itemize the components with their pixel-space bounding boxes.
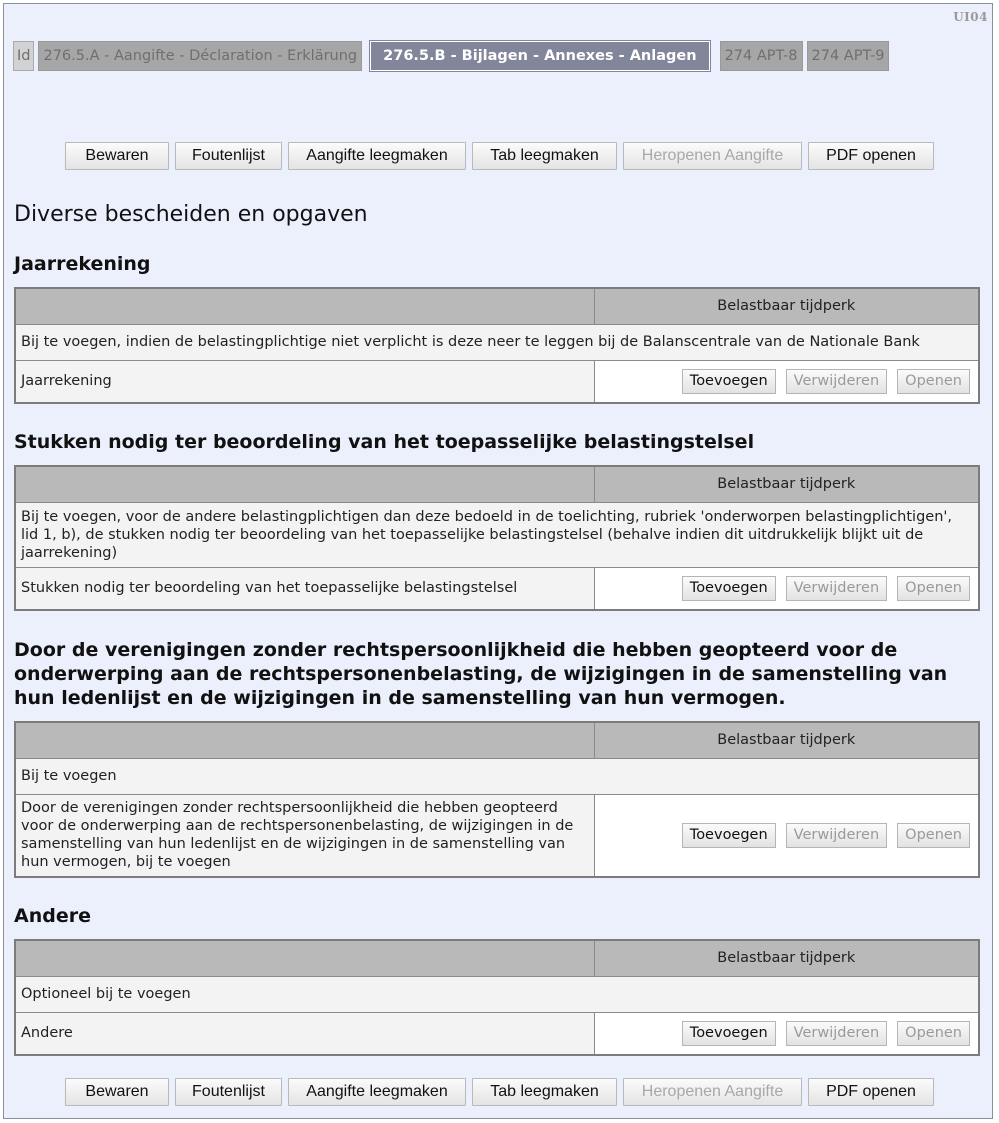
tab-bar	[13, 41, 889, 71]
error-list-button[interactable]: Foutenlijst	[175, 1078, 282, 1106]
open-pdf-button[interactable]: PDF openen	[808, 142, 934, 170]
add-button[interactable]: Toevoegen	[682, 576, 776, 601]
tab-bijlagen[interactable]: 276.5.B - Bijlagen - Annexes - Anlagen	[370, 41, 709, 71]
remove-button[interactable]: Verwijderen	[786, 576, 887, 601]
item-label: Door de verenigingen zonder rechtspersoonlijkheid die hebben geopteerd voor de onderwerping aan de rechtspersonenbelasting, de wijzigingen in de samenstelling van hun ledenlijst en de wijzigingen in de samenstelling van hun vermogen, bij te voegen	[15, 794, 594, 877]
open-pdf-button[interactable]: PDF openen	[808, 1078, 934, 1106]
header-blank	[15, 940, 594, 976]
open-button[interactable]: Openen	[897, 369, 970, 394]
clear-tab-button[interactable]: Tab leegmaken	[472, 1078, 617, 1106]
open-button[interactable]: Openen	[897, 1021, 970, 1046]
save-button[interactable]: Bewaren	[65, 1078, 169, 1106]
item-actions	[594, 794, 979, 877]
section-description: Bij te voegen, indien de belastingplichtige niet verplicht is deze neer te leggen bij de Balanscentrale van de Nationale Bank	[15, 324, 979, 360]
item-label: Stukken nodig ter beoordeling van het toepasselijke belastingstelsel	[15, 567, 594, 610]
clear-return-button[interactable]: Aangifte leegmaken	[288, 1078, 466, 1106]
clear-return-button[interactable]: Aangifte leegmaken	[288, 142, 466, 170]
section-table-andere	[14, 939, 980, 1056]
remove-button[interactable]: Verwijderen	[786, 369, 887, 394]
item-label: Jaarrekening	[15, 360, 594, 403]
tab-apt-9[interactable]: 274 APT-9	[807, 41, 890, 71]
column-header-period: Belastbaar tijdperk	[594, 288, 979, 324]
tab-id[interactable]: Id	[13, 41, 34, 71]
section-title-andere: Andere	[14, 905, 91, 927]
toolbar-bottom	[65, 1078, 934, 1106]
add-button[interactable]: Toevoegen	[682, 823, 776, 848]
header-blank	[15, 466, 594, 502]
tab-aangifte[interactable]: 276.5.A - Aangifte - Déclaration - Erklärung	[38, 41, 362, 71]
section-title-verenigingen: Door de verenigingen zonder rechtspersoonlijkheid die hebben geopteerd voor de onderwerping aan de rechtspersonenbelasting, de wijzigingen in de samenstelling van hun ledenlijst en de wijzigingen in de samenstelling van hun vermogen.	[14, 639, 948, 709]
section-table-belastingstelsel	[14, 465, 980, 611]
section-title-jaarrekening: Jaarrekening	[14, 253, 151, 275]
column-header-period: Belastbaar tijdperk	[594, 466, 979, 502]
header-blank	[15, 722, 594, 758]
section-title-belastingstelsel: Stukken nodig ter beoordeling van het toepasselijke belastingstelsel	[14, 431, 755, 453]
add-button[interactable]: Toevoegen	[682, 369, 776, 394]
remove-button[interactable]: Verwijderen	[786, 1021, 887, 1046]
add-button[interactable]: Toevoegen	[682, 1021, 776, 1046]
open-button[interactable]: Openen	[897, 576, 970, 601]
open-button[interactable]: Openen	[897, 823, 970, 848]
remove-button[interactable]: Verwijderen	[786, 823, 887, 848]
tab-apt-8[interactable]: 274 APT-8	[720, 41, 803, 71]
header-blank	[15, 288, 594, 324]
clear-tab-button[interactable]: Tab leegmaken	[472, 142, 617, 170]
save-button[interactable]: Bewaren	[65, 142, 169, 170]
column-header-period: Belastbaar tijdperk	[594, 722, 979, 758]
reopen-return-button[interactable]: Heropenen Aangifte	[623, 142, 802, 170]
item-actions	[594, 1012, 979, 1055]
toolbar-top	[65, 142, 934, 170]
column-header-period: Belastbaar tijdperk	[594, 940, 979, 976]
page-title: Diverse bescheiden en opgaven	[14, 202, 368, 227]
section-table-verenigingen	[14, 721, 980, 878]
section-table-jaarrekening	[14, 287, 980, 404]
section-description: Optioneel bij te voegen	[15, 976, 979, 1012]
item-actions	[594, 360, 979, 403]
form-code: UI04	[953, 10, 988, 24]
item-label: Andere	[15, 1012, 594, 1055]
error-list-button[interactable]: Foutenlijst	[175, 142, 282, 170]
form-frame	[3, 3, 993, 1119]
section-description: Bij te voegen, voor de andere belastingplichtigen dan deze bedoeld in de toelichting, rubriek 'onderworpen belastingplichtigen', lid 1, b), de stukken nodig ter beoordeling van het toepasselijke belastingstelsel (behalve indien dit uitdrukkelijk blijkt uit de jaarrekening)	[15, 502, 979, 567]
item-actions	[594, 567, 979, 610]
section-description: Bij te voegen	[15, 758, 979, 794]
reopen-return-button[interactable]: Heropenen Aangifte	[623, 1078, 802, 1106]
